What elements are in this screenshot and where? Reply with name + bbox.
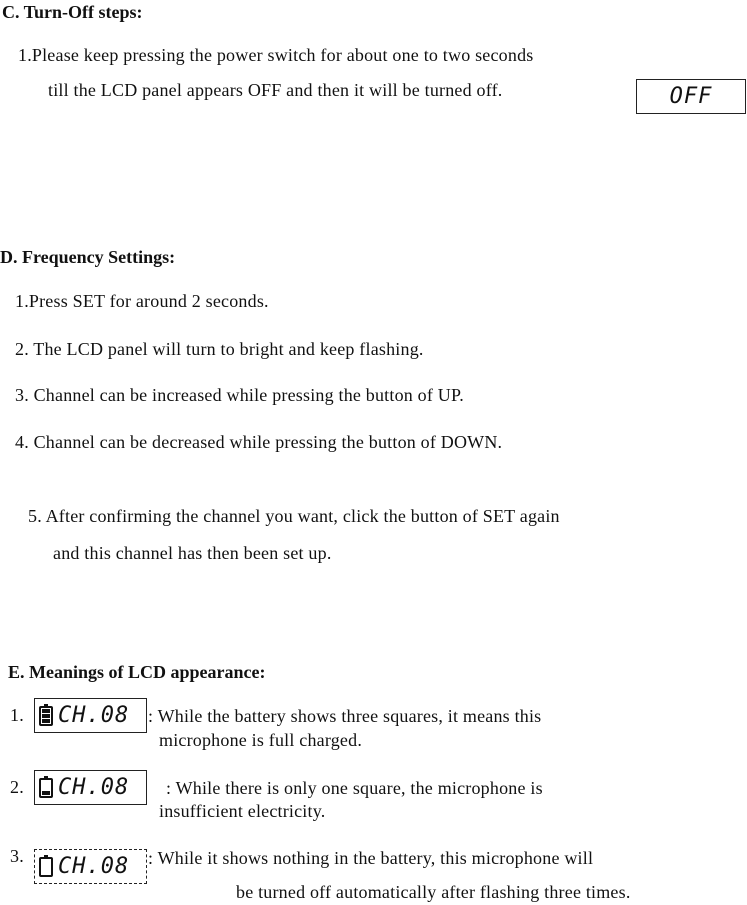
lcd-item-3-number: 3.	[10, 846, 24, 866]
frequency-heading: D. Frequency Settings:	[0, 247, 176, 267]
lcd-meanings-heading: E. Meanings of LCD appearance:	[8, 662, 266, 682]
lcd-item-2-line1: : While there is only one square, the microphone is	[166, 778, 543, 798]
frequency-step-3: 3. Channel can be increased while pressing the button of UP.	[15, 385, 464, 405]
lcd-item-2-text: CH.08	[58, 774, 130, 800]
lcd-item-2-number: 2.	[10, 777, 24, 797]
frequency-step-2: 2. The LCD panel will turn to bright and keep flashing.	[15, 339, 424, 359]
turn-off-step-line2: till the LCD panel appears OFF and then it will be turned off.	[48, 80, 503, 100]
turn-off-heading: C. Turn-Off steps:	[2, 2, 143, 22]
lcd-off-text: OFF	[669, 83, 713, 109]
lcd-item-1-text: CH.08	[58, 702, 130, 728]
lcd-item-1-number: 1.	[10, 705, 24, 725]
lcd-item-1-line1: : While the battery shows three squares, it means this	[148, 706, 542, 726]
lcd-item-1-line2: microphone is full charged.	[159, 730, 363, 750]
lcd-item-3-text: CH.08	[58, 853, 130, 879]
frequency-step-5-line1: 5. After confirming the channel you want, click the button of SET again	[28, 506, 560, 526]
lcd-off-display	[636, 79, 746, 114]
battery-full-icon	[39, 706, 53, 726]
lcd-item-2-line2: insufficient electricity.	[159, 801, 326, 821]
battery-empty-icon	[39, 857, 53, 877]
lcd-item-3-line2: be turned off automatically after flashing three times.	[236, 882, 631, 902]
frequency-step-5-line2: and this channel has then been set up.	[53, 543, 332, 563]
frequency-step-1: 1.Press SET for around 2 seconds.	[15, 291, 269, 311]
lcd-item-3-line1: : While it shows nothing in the battery, this microphone will	[148, 848, 594, 868]
battery-low-icon	[39, 778, 53, 798]
lcd-item-1-display	[34, 698, 147, 733]
lcd-item-2-display	[34, 770, 147, 805]
lcd-item-3-display	[34, 849, 147, 884]
turn-off-step-line1: 1.Please keep pressing the power switch for about one to two seconds	[18, 45, 534, 65]
frequency-step-4: 4. Channel can be decreased while pressing the button of DOWN.	[15, 432, 503, 452]
